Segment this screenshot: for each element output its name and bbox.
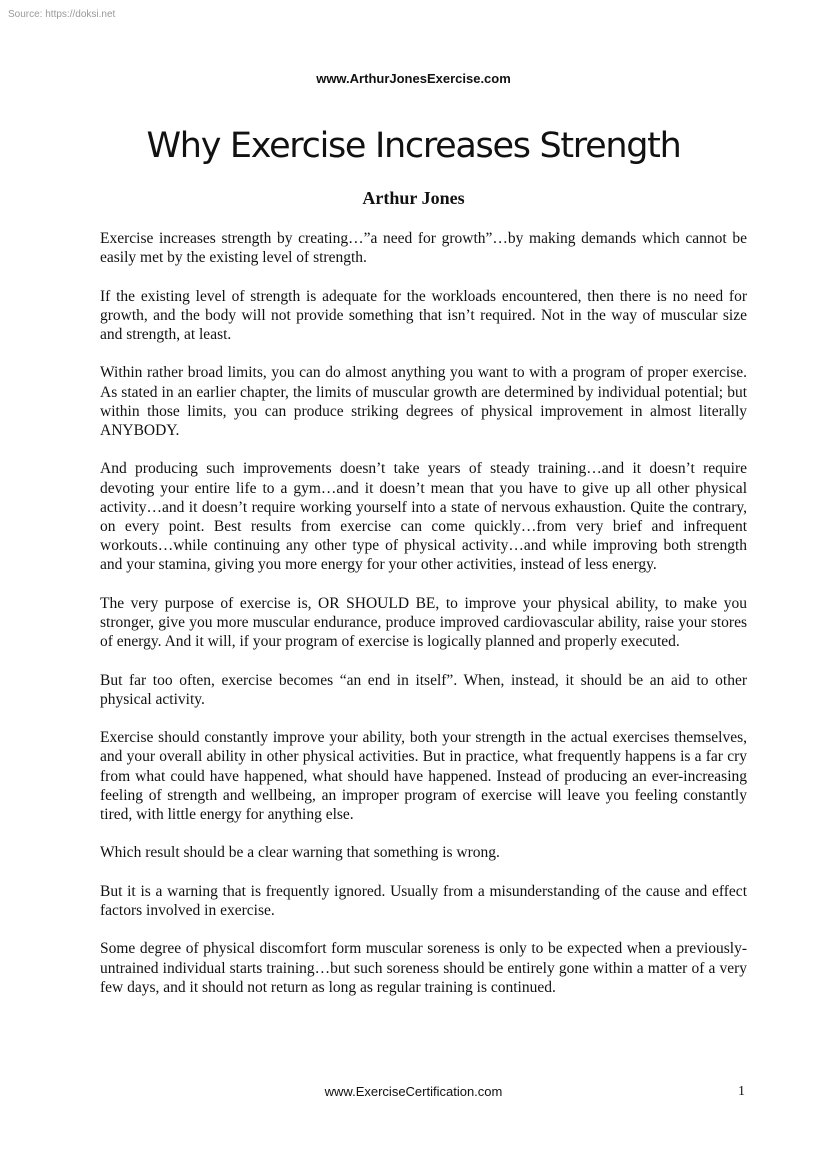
paragraph: And producing such improvements doesn’t take years of steady training…and it doesn’t require devoting your entire life to a gym…and it doesn’t mean that you have to give up all other physical activity…and it doesn’t require working yourself into a state of nervous exhaustion. Quite the contrary, on every point. Best results from exercise can come quickly…from very brief and infrequent workouts…while continuing any other type of physical activity…and while improving both strength and your stamina, giving you more energy for your other activities, instead of less energy. (100, 460, 747, 574)
paragraph: The very purpose of exercise is, OR SHOULD BE, to improve your physical ability, to make you stronger, give you more muscular endurance, produce improved cardiovascular ability, raise your stores of energy. And it will, if your program of exercise is logically planned and properly executed. (100, 594, 747, 651)
paragraph: Exercise should constantly improve your ability, both your strength in the actual exercises themselves, and your overall ability in other physical activities. But in practice, what frequently happens is a far cry from what could have happened, what should have happened. Instead of producing an ever-increasing feeling of strength and wellbeing, an improper program of exercise will leave you feeling constantly tired, with little energy for anything else. (100, 729, 747, 823)
paragraph: Which result should be a clear warning that something is wrong. (100, 844, 500, 862)
footer-site-url: www.ExerciseCertification.com (324, 1084, 503, 1099)
author-name: Arthur Jones (362, 188, 465, 208)
article-body (100, 229, 747, 1016)
paragraph: Exercise increases strength by creating…”a need for growth”…by making demands which cannot be easily met by the existing level of strength. (100, 230, 747, 267)
page-title: Why Exercise Increases Strength (146, 126, 681, 166)
paragraph: But it is a warning that is frequently ignored. Usually from a misunderstanding of the cause and effect factors involved in exercise. (100, 882, 747, 919)
source-note: Source: https://doksi.net (8, 9, 116, 20)
page-number: 1 (738, 1084, 745, 1099)
paragraph: But far too often, exercise becomes “an end in itself”. When, instead, it should be an aid to other physical activity. (100, 671, 747, 708)
paragraph: Within rather broad limits, you can do almost anything you want to with a program of proper exercise. As stated in an earlier chapter, the limits of muscular growth are determined by individual potential; but within those limits, you can produce striking degrees of physical improvement in almost literally ANYBODY. (100, 364, 747, 439)
header-site-url: www.ArthurJonesExercise.com (316, 71, 511, 86)
paragraph: Some degree of physical discomfort form muscular soreness is only to be expected when a previously-untrained individual starts training…but such soreness should be entirely gone within a matter of a very few days, and it should not return as long as regular training is continued. (100, 940, 747, 996)
paragraph: If the existing level of strength is adequate for the workloads encountered, then there is no need for growth, and the body will not provide something that isn’t required. Not in the way of muscular size and strength, at least. (100, 287, 747, 343)
